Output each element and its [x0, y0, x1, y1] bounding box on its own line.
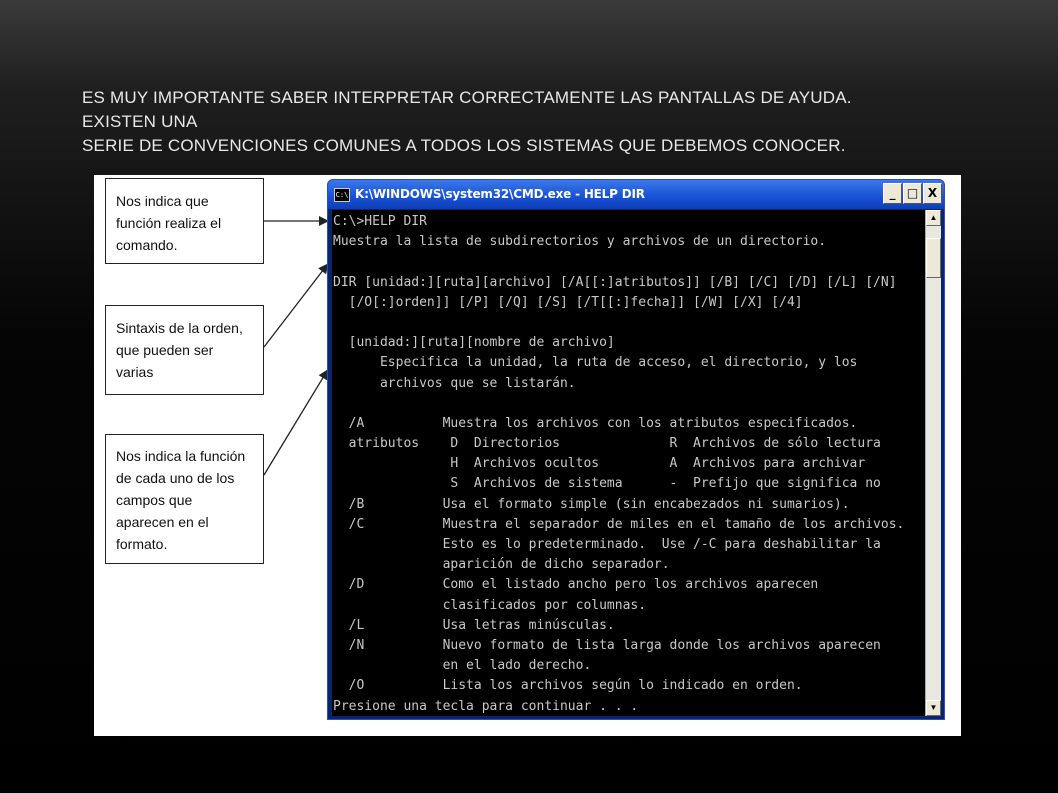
- help-screen-figure: [94, 175, 961, 736]
- callout-syntax-line: que pueden ser: [116, 342, 214, 358]
- console-line: en el lado derecho.: [333, 658, 592, 674]
- maximize-button[interactable]: □: [903, 183, 922, 204]
- console-line: /L Usa letras minúsculas.: [333, 617, 615, 633]
- callout-fields-line: de cada uno de los: [116, 470, 235, 486]
- console-line: clasificados por columnas.: [333, 597, 647, 613]
- console-line: Muestra la lista de subdirectorios y archivos de un directorio.: [333, 234, 827, 250]
- arrow-fields: [264, 371, 327, 475]
- slide-title-line-3: SERIE DE CONVENCIONES COMUNES A TODOS LOS SISTEMAS QUE DEBEMOS CONOCER.: [82, 136, 846, 155]
- console-line: [333, 313, 925, 333]
- callout-function-line: Nos indica que: [116, 193, 209, 209]
- console-line: Presione una tecla para continuar . . .: [333, 698, 639, 714]
- console-line: /B Usa el formato simple (sin encabezados ni sumarios).: [333, 496, 850, 512]
- console-line: /O Lista los archivos según lo indicado en orden.: [333, 678, 803, 694]
- console-line: /D Como el listado ancho pero los archivos aparecen: [333, 577, 819, 593]
- console-line: atributos D Directorios R Archivos de sólo lectura: [333, 436, 881, 452]
- scroll-down-button[interactable]: ▼: [926, 700, 941, 716]
- console-line: S Archivos de sistema - Prefijo que significa no: [333, 476, 881, 492]
- callout-function-line: función realiza el: [116, 215, 222, 231]
- console-line: H Archivos ocultos A Archivos para archivar: [333, 456, 866, 472]
- callout-syntax-line: varias: [116, 364, 154, 380]
- slide-title-line-1: ES MUY IMPORTANTE SABER INTERPRETAR CORRECTAMENTE LAS PANTALLAS DE AYUDA.: [82, 88, 852, 107]
- window-titlebar[interactable]: [328, 180, 944, 209]
- callout-function-line: comando.: [116, 237, 178, 253]
- console-line: Especifica la unidad, la ruta de acceso, el directorio, y los: [333, 355, 858, 371]
- console-line: aparición de dicho separador.: [333, 557, 670, 573]
- console-line: [333, 394, 925, 414]
- callout-syntax-line: Sintaxis de la orden,: [116, 320, 243, 336]
- console-line: Esto es lo predeterminado. Use /-C para deshabilitar la: [333, 537, 881, 552]
- console-line: [333, 252, 925, 272]
- cmd-window: [327, 179, 945, 720]
- console-line: C:\>HELP DIR: [333, 214, 427, 229]
- callout-fields-line: formato.: [116, 536, 168, 552]
- arrow-syntax: [264, 265, 327, 347]
- console-output[interactable]: [332, 210, 925, 716]
- console-line: archivos que se listarán.: [333, 375, 576, 391]
- callout-fields-line: aparecen en el: [116, 514, 209, 530]
- console-line: /A Muestra los archivos con los atributos especificados.: [333, 415, 858, 431]
- cmd-icon[interactable]: C:\: [334, 188, 350, 202]
- callout-fields-line: Nos indica la función: [116, 448, 246, 464]
- slide-title: [82, 86, 982, 158]
- console-line: DIR [unidad:][ruta][archivo] [/A[[:]atributos]] [/B] [/C] [/D] [/L] [/N]: [333, 274, 897, 290]
- callout-fields-line: campos que: [116, 492, 193, 508]
- minimize-button[interactable]: _: [883, 183, 902, 204]
- window-title: K:\WINDOWS\system32\CMD.exe - HELP DIR: [355, 187, 645, 201]
- console-line: [unidad:][ruta][nombre de archivo]: [333, 335, 615, 351]
- console-line: [/O[:]orden]] [/P] [/Q] [/S] [/T[[:]fecha]] [/W] [/X] [/4]: [333, 294, 803, 310]
- vertical-scrollbar[interactable]: [925, 210, 941, 716]
- scrollbar-thumb[interactable]: [926, 238, 941, 278]
- console-line: /C Muestra el separador de miles en el tamaño de los archivos.: [333, 516, 905, 532]
- console-line: /N Nuevo formato de lista larga donde los archivos aparecen: [333, 637, 881, 653]
- scroll-up-button[interactable]: ▲: [926, 210, 941, 226]
- close-button[interactable]: X: [923, 183, 942, 204]
- slide-title-line-2: EXISTEN UNA: [82, 112, 198, 131]
